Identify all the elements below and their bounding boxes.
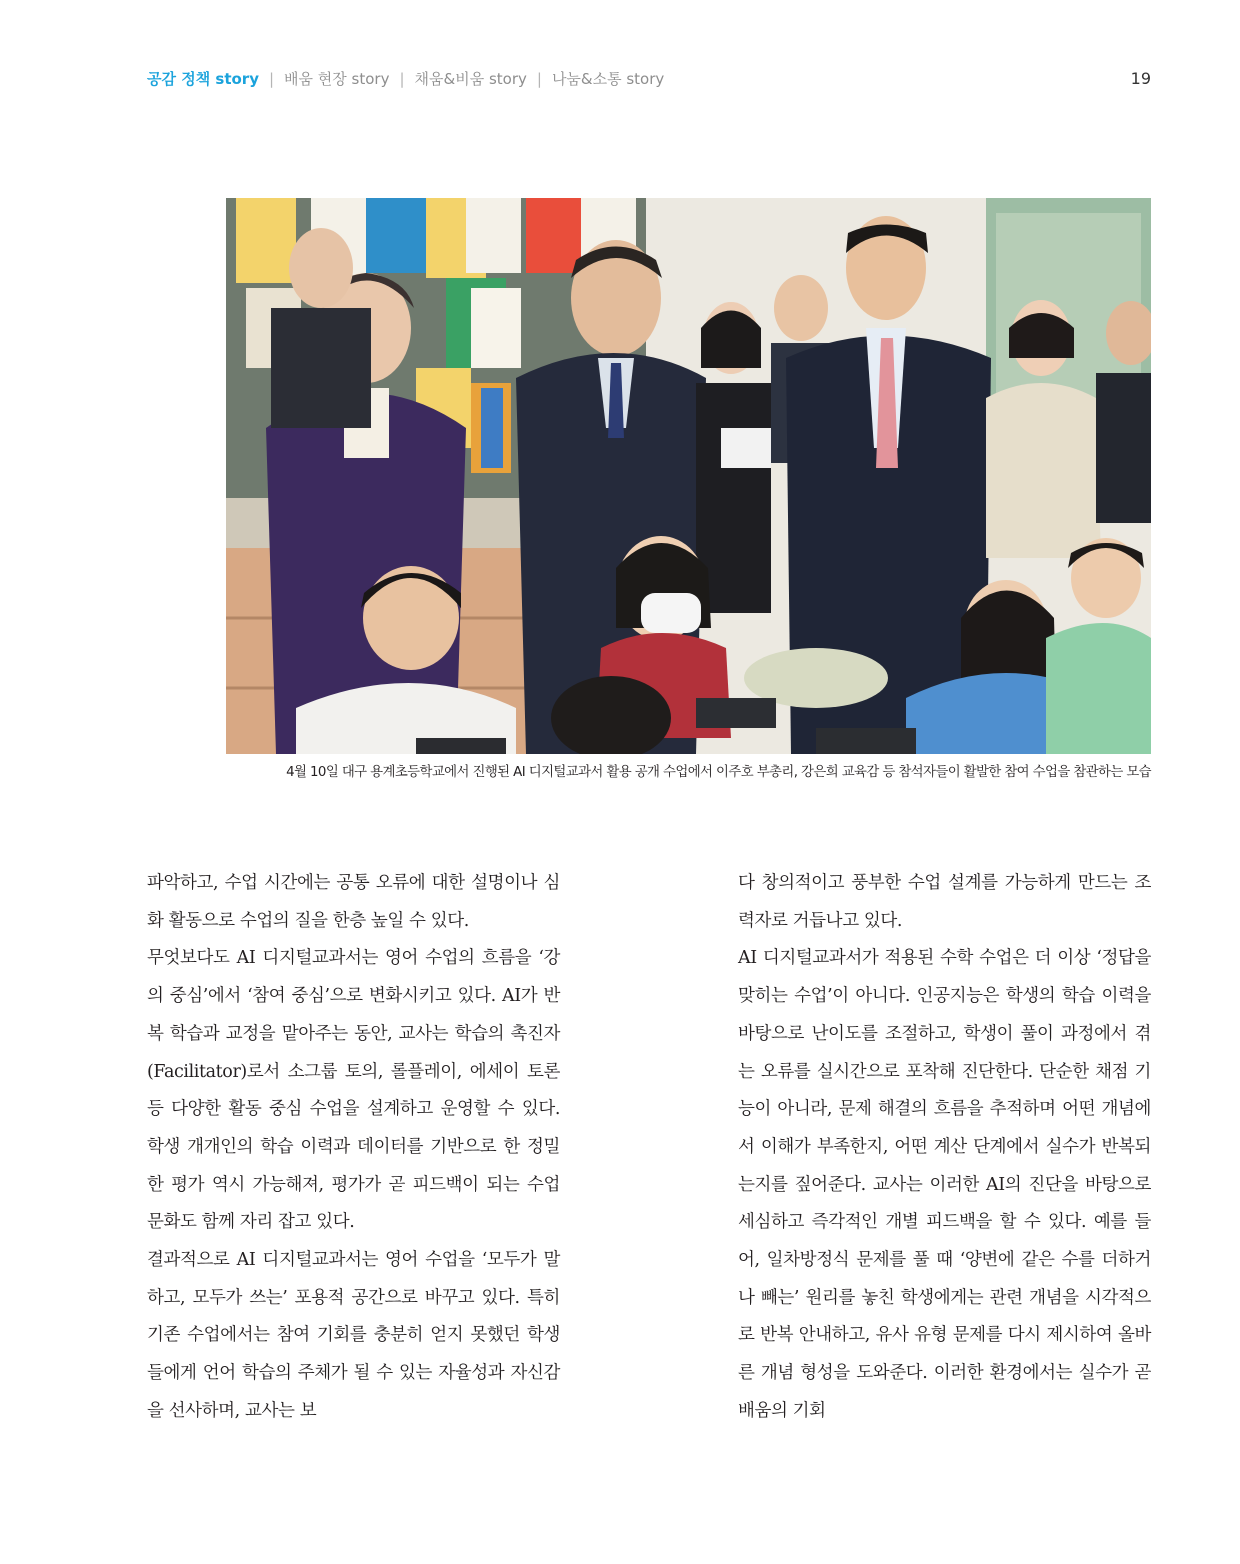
page-number: 19	[1130, 69, 1151, 88]
body-column-left	[147, 865, 560, 1431]
section-nav	[147, 66, 664, 92]
photo-caption: 4월 10일 대구 용계초등학교에서 진행된 AI 디지털교과서 활용 공개 수업에서 이주호 부총리, 강은희 교육감 등 참석자들이 활발한 참여 수업을 참관하는 모습	[286, 765, 1151, 780]
nav-item-sharing-story[interactable]: 나눔&소통 story	[551, 70, 665, 88]
paragraph: 다 창의적이고 풍부한 수업 설계를 가능하게 만드는 조력자로 거듭나고 있다.	[738, 873, 1151, 931]
nav-separator: |	[268, 70, 275, 88]
classroom-photo-illustration	[226, 198, 1151, 754]
paragraph: AI 디지털교과서가 적용된 수학 수업은 더 이상 ‘정답을 맞히는 수업’이 아니다. 인공지능은 학생의 학습 이력을 바탕으로 난이도를 조절하고, 학생이 풀이 과정에서 겪는 오류를 실시간으로 포착해 진단한다. 단순한 채점 기능이 아니라, 문제 해결의 흐름을 추적하며 어떤 개념에서 이해가 부족한지, 어떤 계산 단계에서 실수가 반복되는지를 짚어준다. 교사는 이러한 AI의 진단을 바탕으로 세심하고 즉각적인 개별 피드백을 할 수 있다. 예를 들어, 일차방정식 문제를 풀 때 ‘양변에 같은 수를 더하거나 빼는’ 원리를 놓친 학생에게는 관련 개념을 시각적으로 반복 안내하고, 유사 유형 문제를 다시 제시하여 올바른 개념 형성을 도와준다. 이러한 환경에서는 실수가 곧 배움의 기회	[738, 948, 1151, 1421]
nav-item-fill-empty-story[interactable]: 채움&비움 story	[414, 70, 527, 88]
paragraph: 무엇보다도 AI 디지털교과서는 영어 수업의 흐름을 ‘강의 중심’에서 ‘참여 중심’으로 변화시키고 있다. AI가 반복 학습과 교정을 맡아주는 동안, 교사는 학습의 촉진자(Facilitator)로서 소그룹 토의, 롤플레이, 에세이 토론 등 다양한 활동 중심 수업을 설계하고 운영할 수 있다. 학생 개개인의 학습 이력과 데이터를 기반으로 한 정밀한 평가 역시 가능해져, 평가가 곧 피드백이 되는 수업 문화도 함께 자리 잡고 있다.	[147, 948, 560, 1233]
classroom-photo	[226, 198, 1151, 754]
nav-separator: |	[399, 70, 405, 88]
nav-item-learning-story[interactable]: 배움 현장 story	[284, 70, 390, 88]
nav-item-policy-story[interactable]: 공감 정책 story	[147, 70, 259, 88]
body-column-right	[738, 865, 1151, 1431]
nav-separator: |	[536, 70, 542, 88]
paragraph: 파악하고, 수업 시간에는 공통 오류에 대한 설명이나 심화 활동으로 수업의 질을 한층 높일 수 있다.	[147, 873, 560, 931]
page-header	[147, 66, 1151, 92]
paragraph: 결과적으로 AI 디지털교과서는 영어 수업을 ‘모두가 말하고, 모두가 쓰는’ 포용적 공간으로 바꾸고 있다. 특히 기존 수업에서는 참여 기회를 충분히 얻지 못했던 학생들에게 언어 학습의 주체가 될 수 있는 자율성과 자신감을 선사하며, 교사는 보	[147, 1250, 560, 1421]
